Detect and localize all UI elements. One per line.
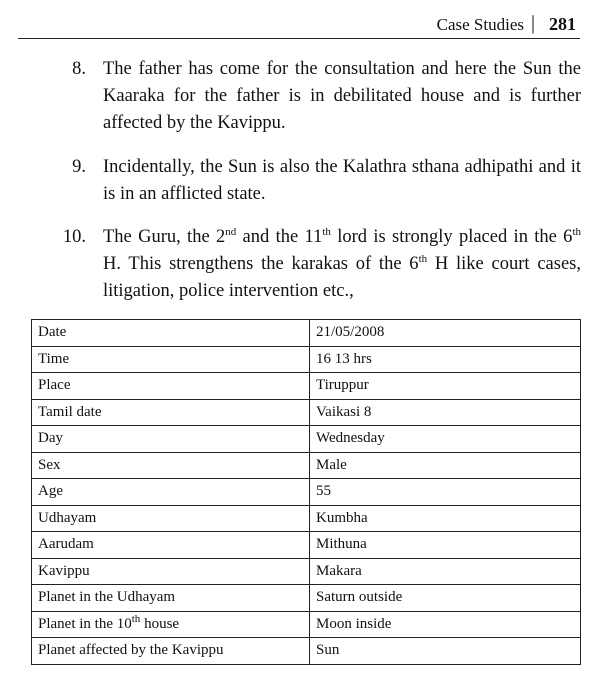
table-value: 21/05/2008 (310, 320, 581, 347)
table-key: Aarudam (32, 532, 310, 559)
table-value: Male (310, 452, 581, 479)
table-key: Tamil date (32, 399, 310, 426)
table-value: 55 (310, 479, 581, 506)
table-row (32, 558, 581, 585)
list-item-number: 10. (62, 227, 86, 247)
table-row (32, 399, 581, 426)
table-key: Place (32, 373, 310, 400)
table-value: Makara (310, 558, 581, 585)
table-row (32, 479, 581, 506)
table-row (32, 585, 581, 612)
list-item-text: The father has come for the consultation and here the Sun the Kaaraka for the father is in debilitated house and is further affected by the Kavippu. (103, 59, 581, 133)
table-value: Tiruppur (310, 373, 581, 400)
list-item-text: Incidentally, the Sun is also the Kalathra sthana adhipathi and it is in an afflicted state. (103, 157, 581, 204)
table-row (32, 346, 581, 373)
table-value: 16 13 hrs (310, 346, 581, 373)
table-row (32, 505, 581, 532)
table-value: Wednesday (310, 426, 581, 453)
table-row (32, 426, 581, 453)
running-head-separator: | (530, 12, 535, 34)
table-row (32, 638, 581, 665)
table-key: Kavippu (32, 558, 310, 585)
table-key: Planet in the 10th house (32, 611, 310, 638)
page-number: 281 (549, 14, 576, 34)
table-key: Day (32, 426, 310, 453)
list-item-text: The Guru, the 2nd and the 11th lord is strongly placed in the 6th H. This strengthens the karakas of the 6th H like court cases, litigation, police intervention etc., (103, 225, 581, 301)
table-key: Planet affected by the Kavippu (32, 638, 310, 665)
list-item-number: 9. (72, 157, 86, 177)
table-value: Sun (310, 638, 581, 665)
table-key: Date (32, 320, 310, 347)
chart-details-table (31, 319, 581, 665)
running-head-section: Case Studies (436, 15, 524, 34)
table-key: Time (32, 346, 310, 373)
page-header (18, 10, 580, 39)
table-value: Moon inside (310, 611, 581, 638)
table-value: Kumbha (310, 505, 581, 532)
table-row (32, 452, 581, 479)
table-value: Saturn outside (310, 585, 581, 612)
list-item-number: 8. (72, 59, 86, 79)
table-key: Udhayam (32, 505, 310, 532)
table-key: Sex (32, 452, 310, 479)
table-value: Mithuna (310, 532, 581, 559)
table-key: Age (32, 479, 310, 506)
table-row (32, 611, 581, 638)
table-row (32, 532, 581, 559)
table-key: Planet in the Udhayam (32, 585, 310, 612)
table-value: Vaikasi 8 (310, 399, 581, 426)
table-row (32, 373, 581, 400)
table-row (32, 320, 581, 347)
